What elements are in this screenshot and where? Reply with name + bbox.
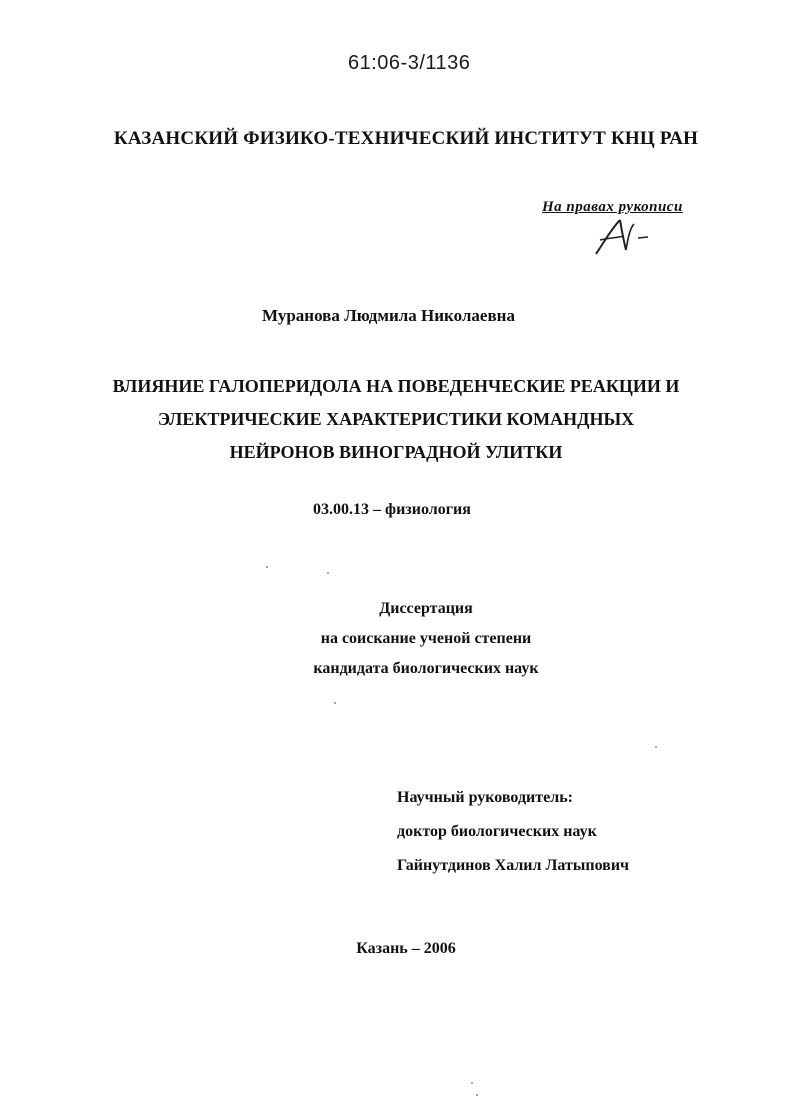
signature-mark	[590, 216, 650, 256]
author-name: Муранова Людмила Николаевна	[262, 306, 515, 325]
scan-speck	[471, 1082, 473, 1084]
scan-speck	[334, 702, 336, 704]
specialty-code: 03.00.13 – физиология	[313, 501, 471, 518]
dissertation-title	[0, 370, 792, 469]
supervisor-block	[397, 781, 629, 883]
institute-name: КАЗАНСКИЙ ФИЗИКО-ТЕХНИЧЕСКИЙ ИНСТИТУТ КНЦ РАН	[113, 128, 699, 149]
title-line: ЭЛЕКТРИЧЕСКИЕ ХАРАКТЕРИСТИКИ КОМАНДНЫХ	[157, 409, 635, 429]
supervisor-line: Научный руководитель:	[397, 789, 573, 806]
title-line: НЕЙРОНОВ ВИНОГРАДНОЙ УЛИТКИ	[229, 442, 563, 462]
scan-speck	[655, 746, 657, 748]
supervisor-line: Гайнутдинов Халил Латыпович	[397, 857, 630, 874]
scan-speck	[327, 572, 329, 574]
scan-speck	[476, 1094, 478, 1096]
thesis-description	[0, 594, 792, 684]
thesis-line: Диссертация	[379, 600, 473, 617]
rights-note: На правах рукописи	[542, 199, 683, 215]
supervisor-line: доктор биологических наук	[397, 823, 597, 840]
thesis-line: на соискание ученой степени	[320, 630, 532, 647]
city-year: Казань – 2006	[356, 940, 456, 957]
archive-stamp-code: 61:06-3/1136	[348, 52, 471, 74]
thesis-line: кандидата биологических наук	[313, 660, 539, 677]
scan-speck	[266, 566, 268, 568]
title-line: ВЛИЯНИЕ ГАЛОПЕРИДОЛА НА ПОВЕДЕНЧЕСКИЕ РЕАКЦИИ И	[112, 376, 680, 396]
